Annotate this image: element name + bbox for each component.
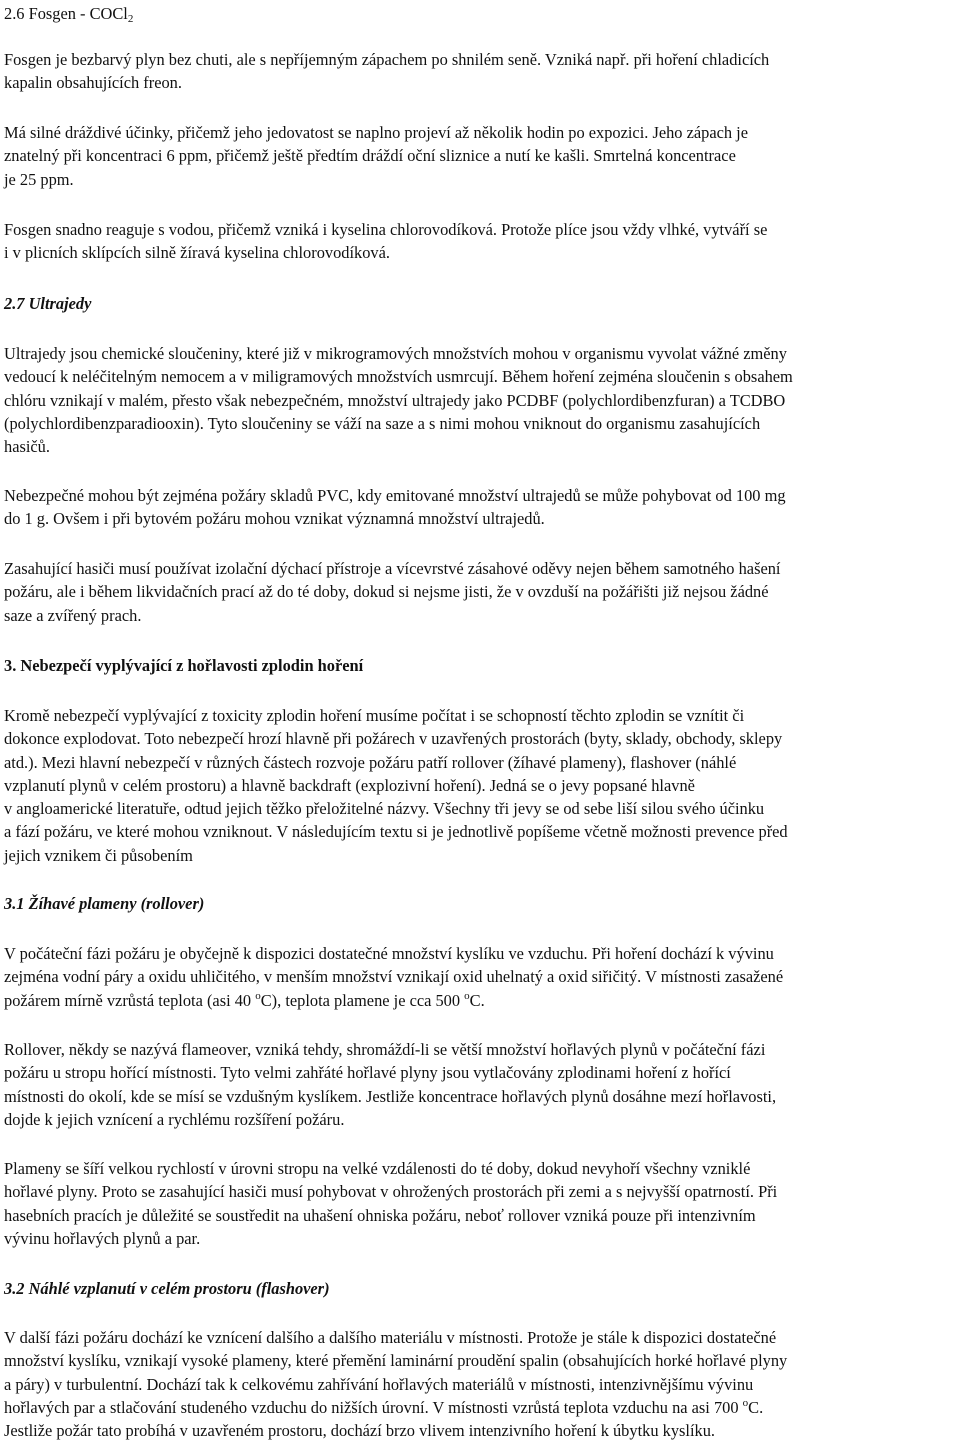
paragraph-rollover-1 <box>4 942 956 1012</box>
heading-rollover <box>4 892 956 915</box>
text-line: (polychlordibenzparadiooxin). Tyto sloučeniny se váží na saze a s nimi mohou vniknout do organismu zasahujících <box>4 413 761 433</box>
heading-rollover-text: 3.1 Žíhavé plameny (rollover) <box>4 894 205 913</box>
text-line: množství kyslíku, vznikají vysoké plameny, které přemění laminární proudění spalin (obsahujících horké hořlavé plyny <box>4 1351 788 1371</box>
heading-fosgen-subscript: 2 <box>127 13 134 25</box>
text-line: hasebních pracích je důležité se soustředit na uhašení ohniska požáru, neboť rollover vzniká pouze při intenzivním <box>4 1205 756 1225</box>
paragraph-rollover-2 <box>4 1038 956 1131</box>
paragraph-ultrajedy-1 <box>4 342 956 458</box>
text-line: atd.). Mezi hlavní nebezpečí v různých částech rozvoje požáru patří rollover (žíhavé plameny), flashover (náhlé <box>4 752 737 772</box>
text-line: dojde k jejich vznícení a rychlému rozšíření požáru. <box>4 1109 345 1129</box>
degree-superscript: o <box>464 989 470 1002</box>
text-line: kapalin obsahujících freon. <box>4 73 182 93</box>
text-line: Jestliže požár tato probíhá v uzavřeném prostoru, dochází brzo vlivem intenzivního hoření k úbytku kyslíku. <box>4 1421 715 1441</box>
text-line: znatelný při koncentraci 6 ppm, přičemž ještě předtím dráždí oční sliznice a nutí ke kašli. Smrtelná koncentrace <box>4 146 736 166</box>
paragraph-fosgen-3 <box>4 218 956 265</box>
text-line: Má silné dráždivé účinky, přičemž jeho jedovatost se naplno projeví až několik hodin po expozici. Jeho zápach je <box>4 123 749 142</box>
text-line: požáru, ale i během likvidačních prací až do té doby, dokud si nejsme jisti, že v ovzduší na požářišti již nejsou žádné <box>4 582 769 602</box>
text-line: a páry) v turbulentní. Dochází tak k celkovému zahřívání hořlavých materiálů v místnosti, intenzivnějšímu vývinu <box>4 1374 754 1394</box>
degree-superscript: o <box>255 989 261 1002</box>
heading-ultrajedy-text: 2.7 Ultrajedy <box>4 294 92 313</box>
text-line: dokonce explodovat. Toto nebezpečí hrozí hlavně při požárech v uzavřených prostorách (byty, sklady, obchody, sklepy <box>4 729 783 749</box>
text-line: hasičů. <box>4 437 50 457</box>
text-line: je 25 ppm. <box>4 169 74 189</box>
paragraph-nebezpeci-1 <box>4 704 956 867</box>
text-run: C), teplota plamene je cca 500 <box>260 990 465 1010</box>
heading-ultrajedy <box>4 292 956 315</box>
text-line: hořlavé plyny. Proto se zasahující hasiči musí pohybovat v ohrožených prostorách při zemi a s nejvyšší opatrností. Při <box>4 1182 778 1202</box>
text-run: C. <box>748 1397 764 1417</box>
degree-superscript: o <box>742 1396 749 1409</box>
text-line: do 1 g. Ovšem i při bytovém požáru mohou vznikat významná množství ultrajedů. <box>4 509 545 529</box>
text-line: Plameny se šíří velkou rychlostí v úrovni stropu na velké vzdálenosti do té doby, dokud nevyhoří všechny vzniklé <box>4 1159 751 1178</box>
text-line: jejich vznikem či působením <box>4 845 193 865</box>
text-line: Fosgen snadno reaguje s vodou, přičemž vzniká i kyselina chlorovodíková. Protože plíce jsou vždy vlhké, vytváří se <box>4 220 768 239</box>
paragraph-ultrajedy-2 <box>4 484 956 531</box>
text-line: zejména vodní páry a oxidu uhličitého, v menším množství vznikají oxid uhelnatý a oxid siřičitý. V místnosti zasažené <box>4 967 784 987</box>
text-line: Rollover, někdy se nazývá flameover, vzniká tehdy, shromáždí-li se větší množství hořlavých plynů v počáteční fázi <box>4 1040 766 1059</box>
text-line: požáru u stropu hořící místnosti. Tyto velmi zahřáté hořlavé plyny jsou vytlačovány zplodinami hoření z hořící <box>4 1063 731 1083</box>
text-line: vývinu hořlavých plynů a par. <box>4 1228 201 1248</box>
paragraph-fosgen-1 <box>4 48 956 95</box>
paragraph-ultrajedy-3 <box>4 557 956 627</box>
text-line <box>4 989 956 1012</box>
text-line: vedoucí k neléčitelným nemocem a v miligramových množstvích usmrcují. Během hoření zejména sloučenin s obsahem <box>4 367 793 387</box>
text-line: v angloamerické literatuře, odtud jejich těžko přeložitelné názvy. Všechny tři jevy se od sebe liší silou svého účinku <box>4 799 765 819</box>
text-run: požárem mírně vzrůstá teplota (asi 40 <box>4 990 256 1010</box>
text-line: Nebezpečné mohou být zejména požáry skladů PVC, kdy emitované množství ultrajedů se může pohybovat od 100 mg <box>4 486 786 505</box>
text-line: místnosti do okolí, kde se mísí se vzdušným kyslíkem. Jestliže koncentrace hořlavých plynů dosáhne mezí hořlavosti, <box>4 1086 777 1106</box>
text-line: Fosgen je bezbarvý plyn bez chuti, ale s nepříjemným zápachem po shnilém seně. Vzniká např. při hoření chladicích <box>4 50 770 69</box>
heading-fosgen-text: 2.6 Fosgen - COCl <box>4 4 128 23</box>
text-line: i v plicních sklípcích silně žíravá kyselina chlorovodíková. <box>4 243 390 263</box>
heading-nebezpeci-text: 3. Nebezpečí vyplývající z hořlavosti zplodin hoření <box>4 656 364 675</box>
heading-flashover <box>4 1277 956 1300</box>
text-run: C. <box>469 990 485 1010</box>
heading-nebezpeci <box>4 654 956 677</box>
text-line: V další fázi požáru dochází ke vznícení dalšího a dalšího materiálu v místnosti. Protože je stále k dispozici dostatečné <box>4 1328 777 1347</box>
paragraph-flashover-1 <box>4 1326 956 1442</box>
text-line: Zasahující hasiči musí používat izolační dýchací přístroje a vícevrstvé zásahové oděvy nejen během samotného hašení <box>4 559 781 578</box>
text-line: Ultrajedy jsou chemické sloučeniny, které již v mikrogramových množstvích mohou v organismu vyvolat vážné změny <box>4 344 787 363</box>
text-line: Kromě nebezpečí vyplývající z toxicity zplodin hoření musíme počítat i se schopností těchto zplodin se vznítit či <box>4 706 745 725</box>
text-line: V počáteční fázi požáru je obyčejně k dispozici dostatečné množství kyslíku ve vzduchu. Při hoření dochází k vývinu <box>4 944 774 963</box>
text-run: hořlavých par a stlačování studeného vzduchu do nižších úrovní. V místnosti vzrůstá teplota vzduchu na asi 700 <box>4 1397 743 1417</box>
text-line: chlóru vznikají v malém, přesto však nebezpečném, množství ultrajedy jako PCDBF (polychlordibenzfuran) a TCDBO <box>4 390 786 410</box>
paragraph-fosgen-2 <box>4 121 956 191</box>
text-line: a fází požáru, ve které mohou vzniknout. V následujícím textu si je jednotlivě popíšeme včetně možnosti prevence před <box>4 822 788 842</box>
text-line <box>4 1396 956 1419</box>
text-line: vzplanutí plynů v celém prostoru) a hlavně backdraft (explozivní hoření). Jedná se o jevy popsané hlavně <box>4 775 695 795</box>
heading-fosgen <box>4 2 956 25</box>
text-line: saze a zvířený prach. <box>4 605 142 625</box>
heading-flashover-text: 3.2 Náhlé vzplanutí v celém prostoru (flashover) <box>4 1279 330 1298</box>
paragraph-rollover-3 <box>4 1157 956 1250</box>
